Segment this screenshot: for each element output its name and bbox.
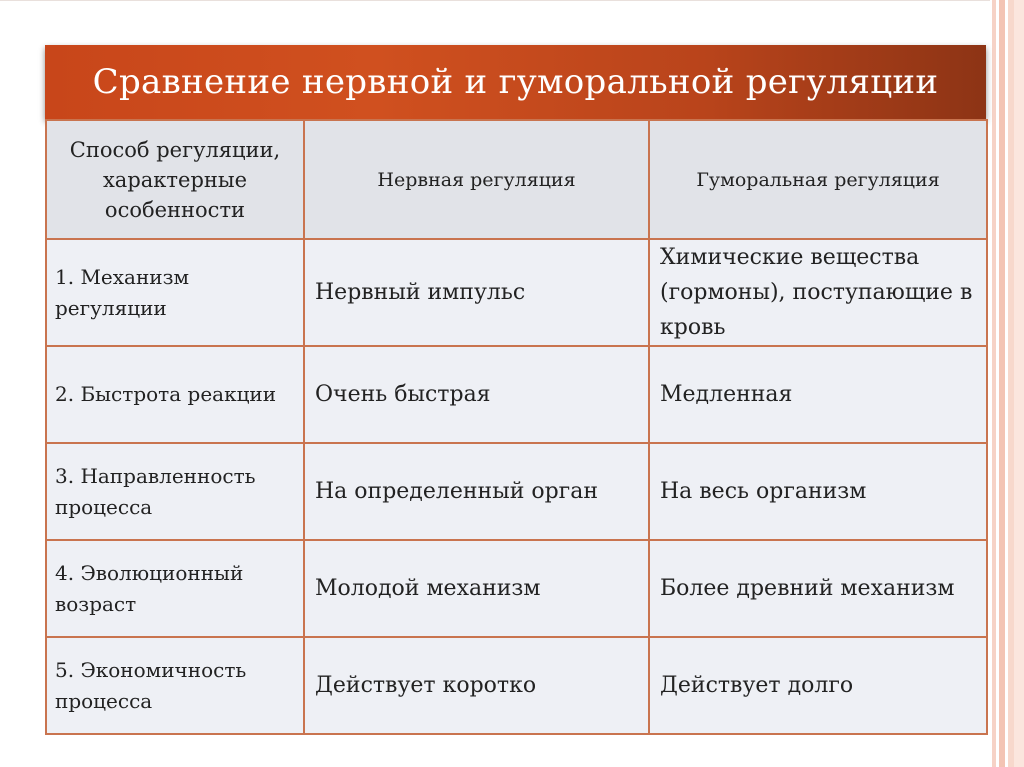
- nervous-cell: Очень быстрая: [304, 346, 649, 443]
- nervous-cell: Действует коротко: [304, 637, 649, 734]
- humoral-cell: Медленная: [649, 346, 987, 443]
- table-row: [46, 239, 987, 346]
- decorative-edge-stripes: [990, 0, 1024, 767]
- humoral-cell: Действует долго: [649, 637, 987, 734]
- header-cell-humoral: Гуморальная регуляция: [649, 120, 987, 239]
- title-banner: [45, 45, 986, 119]
- table-row: [46, 346, 987, 443]
- row-label: 5. Экономичность процесса: [46, 637, 304, 734]
- header-cell-criteria: Способ регуляции, характерные особенности: [46, 120, 304, 239]
- slide-title: Сравнение нервной и гуморальной регуляции: [92, 62, 939, 102]
- comparison-table-container: [45, 119, 986, 735]
- row-label: 1. Механизм регуляции: [46, 239, 304, 346]
- humoral-cell: На весь организм: [649, 443, 987, 540]
- nervous-cell: Нервный импульс: [304, 239, 649, 346]
- row-label: 4. Эволюционный возраст: [46, 540, 304, 637]
- comparison-table: [45, 119, 988, 735]
- table-row: [46, 637, 987, 734]
- row-label: 2. Быстрота реакции: [46, 346, 304, 443]
- top-border-line: [0, 0, 1024, 1]
- nervous-cell: Молодой механизм: [304, 540, 649, 637]
- row-label: 3. Направленность процесса: [46, 443, 304, 540]
- table-row: [46, 540, 987, 637]
- nervous-cell: На определенный орган: [304, 443, 649, 540]
- header-cell-nervous: Нервная регуляция: [304, 120, 649, 239]
- humoral-cell: Более древний механизм: [649, 540, 987, 637]
- humoral-cell: Химические вещества (гормоны), поступающие в кровь: [649, 239, 987, 346]
- table-header-row: [46, 120, 987, 239]
- table-row: [46, 443, 987, 540]
